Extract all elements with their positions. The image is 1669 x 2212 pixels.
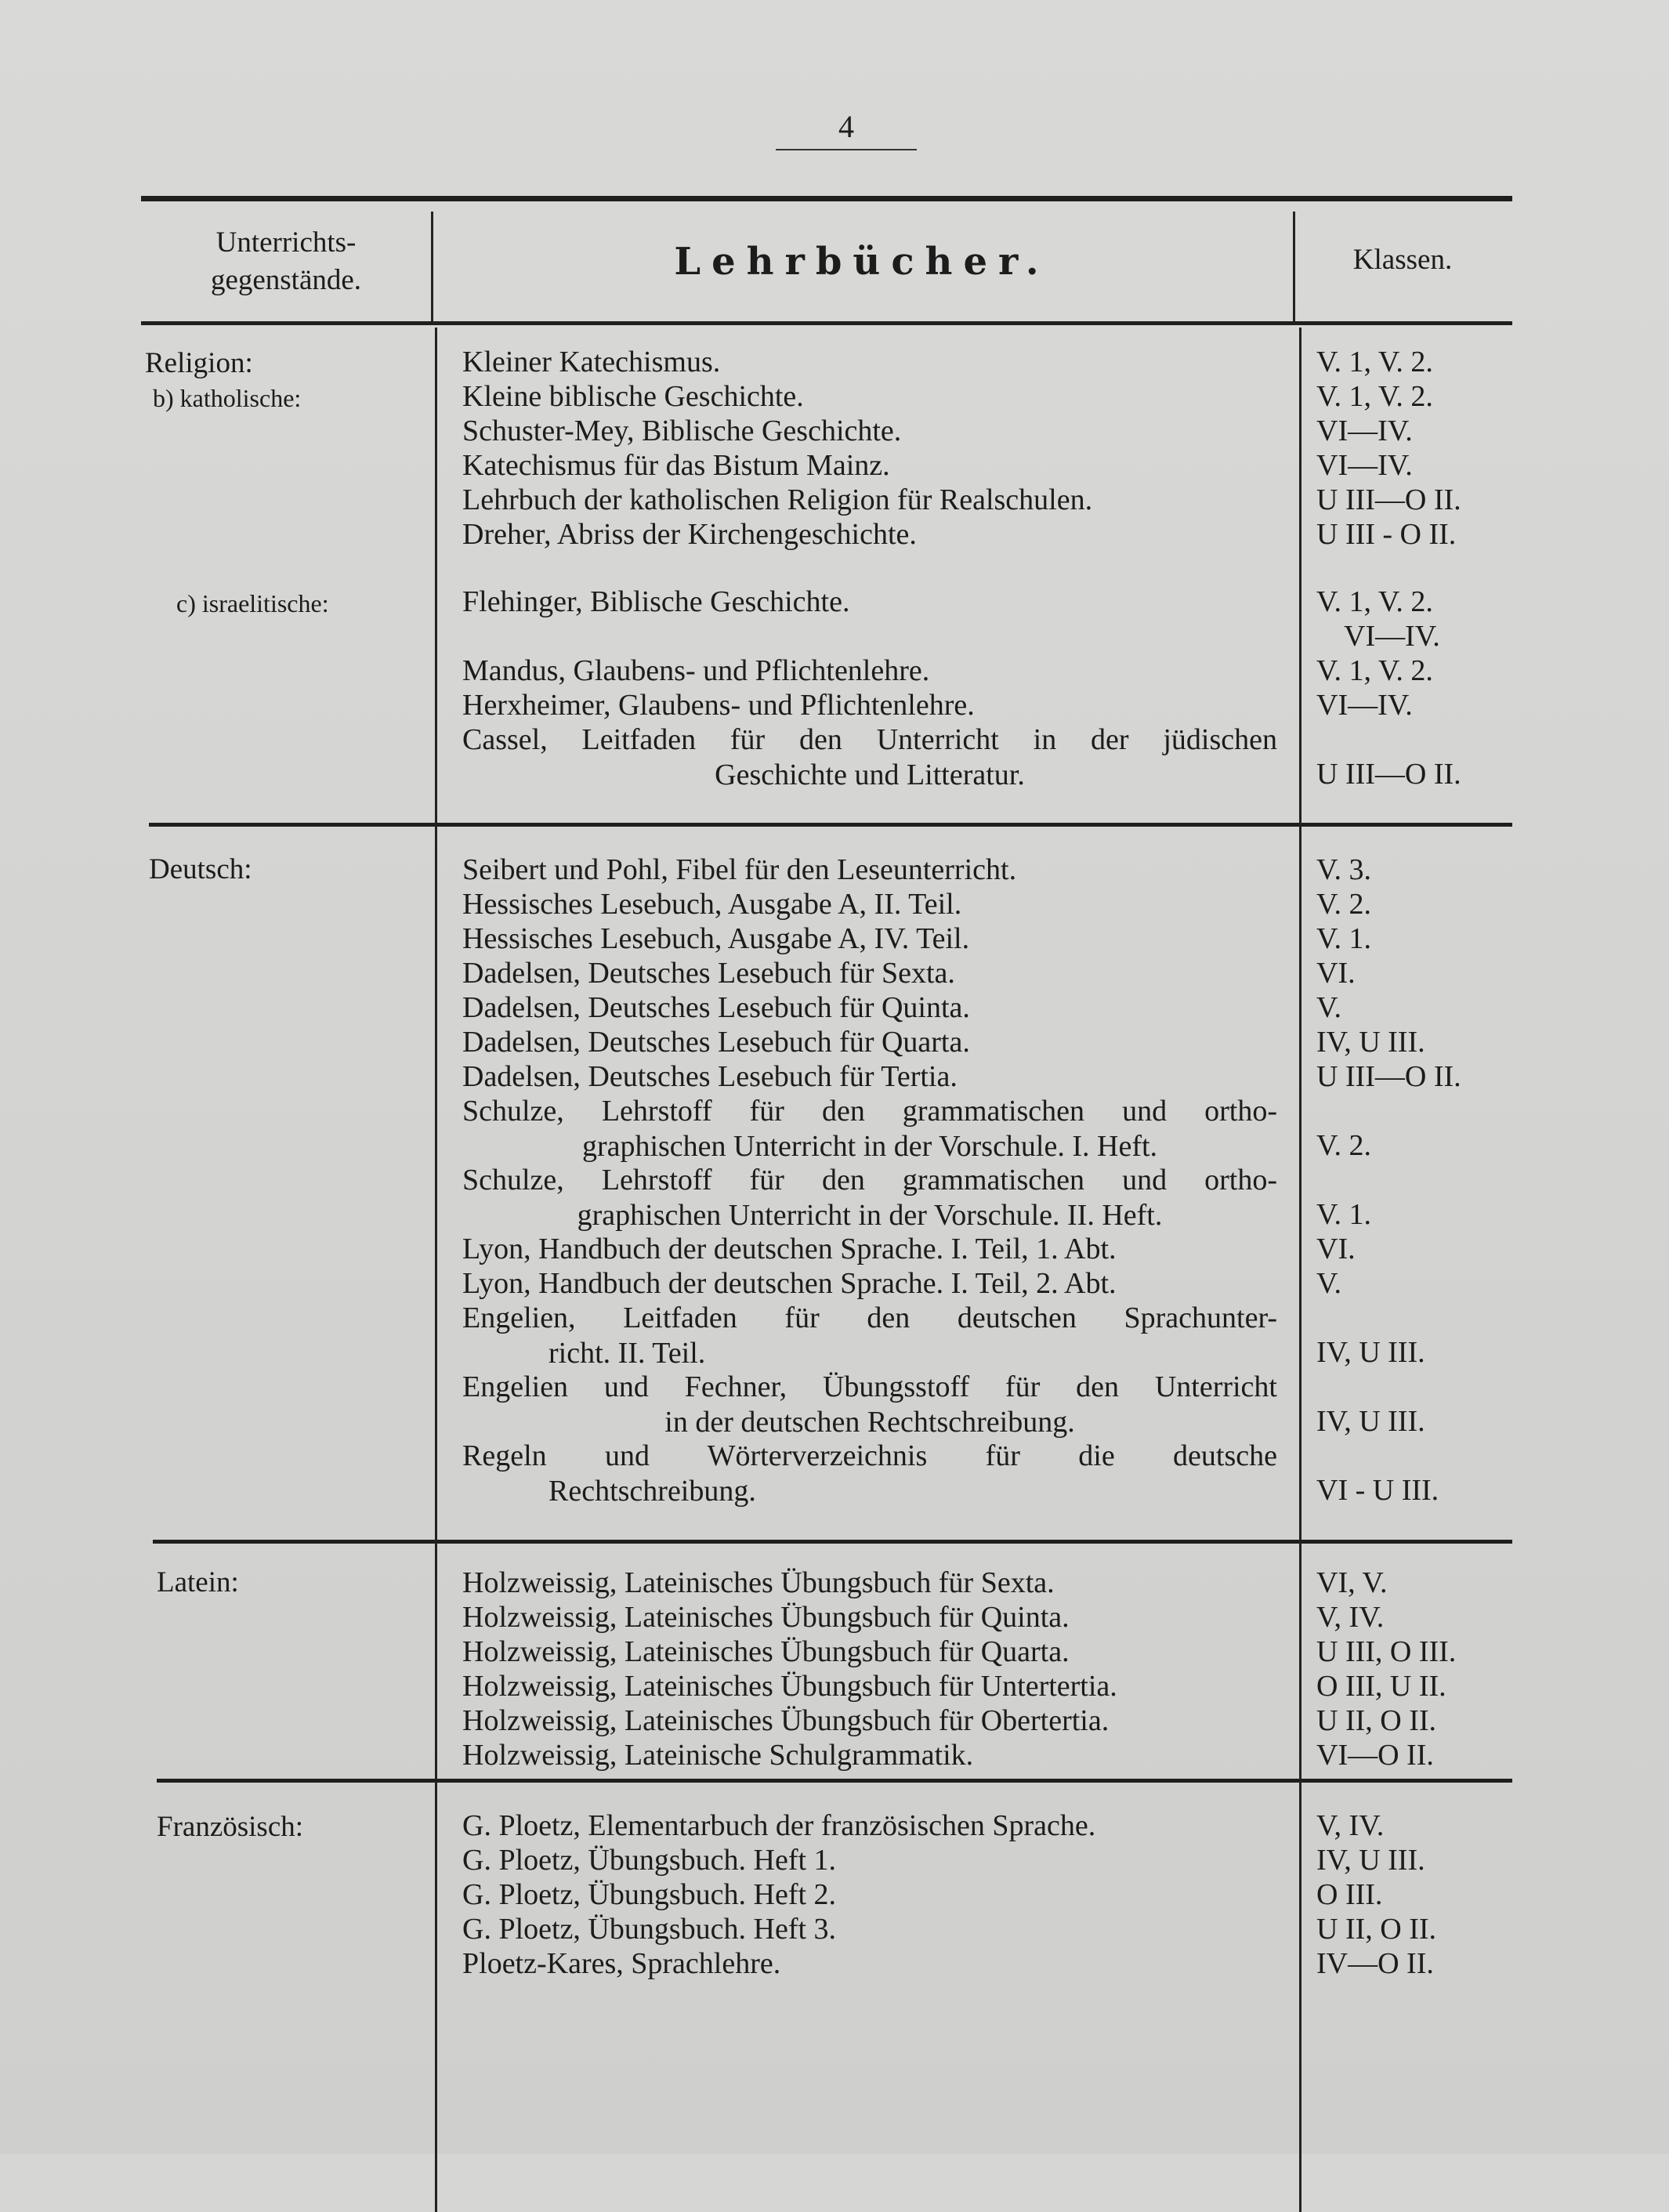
classes-cell: O III, U II. [1316, 1670, 1446, 1703]
book-row: Ploetz-Kares, Sprachlehre. [462, 1947, 781, 1980]
header-bottom-rule [141, 321, 1512, 325]
header-books: Lehrbücher. [674, 240, 1050, 284]
classes-cell: V. 1. [1316, 922, 1372, 955]
book-row: Schulze, Lehrstoff für den grammatischen und ortho- graphischen Unterricht in der Vorschule. II. Heft. [462, 1164, 1277, 1232]
book-row: G. Ploetz, Übungsbuch. Heft 3. [462, 1913, 837, 1946]
book-row: Cassel, Leitfaden für den Unterricht in der jüdischen Geschichte und Litteratur. [462, 723, 1277, 791]
classes-cell: V. 1. [1316, 1198, 1372, 1231]
classes-cell: VI—IV. [1316, 449, 1413, 482]
classes-cell: IV—O II. [1316, 1947, 1434, 1980]
book-row: Holzweissig, Lateinische Schulgrammatik. [462, 1739, 974, 1772]
book-row: Lehrbuch der katholischen Religion für Realschulen. [462, 483, 1093, 516]
book-row: G. Ploetz, Übungsbuch. Heft 2. [462, 1878, 837, 1911]
header-subjects-line2: gegenstände. [210, 264, 362, 296]
classes-cell: VI, V. [1316, 1566, 1388, 1599]
classes-cell: IV, U III. [1316, 1405, 1425, 1438]
column-divider-right [1299, 328, 1302, 2212]
book-row: Lyon, Handbuch der deutschen Sprache. I. Teil, 1. Abt. [462, 1233, 1117, 1265]
table-top-rule [141, 196, 1512, 201]
book-row: Dadelsen, Deutsches Lesebuch für Quinta. [462, 991, 970, 1024]
book-row: Kleine biblische Geschichte. [462, 380, 804, 413]
book-row: Dadelsen, Deutsches Lesebuch für Tertia. [462, 1060, 958, 1093]
classes-cell: U III—O II. [1316, 1060, 1461, 1093]
classes-cell: V, IV. [1316, 1601, 1385, 1634]
classes-cell: IV, U III. [1316, 1844, 1425, 1877]
classes-cell: V. 1, V. 2. [1316, 346, 1433, 378]
book-row: Schulze, Lehrstoff für den grammatischen und ortho- graphischen Unterricht in der Vorschule. I. Heft. [462, 1095, 1277, 1163]
book-row: Holzweissig, Lateinisches Übungsbuch für Quinta. [462, 1601, 1070, 1634]
classes-cell: V. [1316, 1267, 1342, 1300]
classes-cell: U II, O II. [1316, 1704, 1437, 1737]
classes-cell: U III—O II. [1316, 758, 1461, 791]
book-row: Herxheimer, Glaubens- und Pflichtenlehre. [462, 689, 975, 722]
rule-latein-franzoesisch [157, 1779, 1512, 1783]
page-number-rule [776, 149, 917, 150]
book-row: G. Ploetz, Elementarbuch der französischen Sprache. [462, 1809, 1096, 1842]
book-row: Schuster-Mey, Biblische Geschichte. [462, 415, 902, 447]
classes-cell: V. [1316, 991, 1342, 1024]
book-row: Flehinger, Biblische Geschichte. [462, 585, 850, 618]
classes-cell: V, IV. [1316, 1809, 1385, 1842]
subject-religion-israelitisch: c) israelitische: [176, 589, 329, 617]
book-row: Engelien und Fechner, Übungsstoff für den Unterricht in der deutschen Rechtschreibung. [462, 1370, 1277, 1439]
classes-cell: V. 3. [1316, 853, 1372, 886]
classes-cell: VI. [1316, 957, 1356, 990]
classes-cell: U III—O II. [1316, 483, 1461, 516]
classes-cell: VI - U III. [1316, 1474, 1439, 1507]
rule-religion-deutsch [149, 823, 1512, 827]
subject-franzoesisch: Französisch: [157, 1811, 304, 1843]
book-row: Holzweissig, Lateinisches Übungsbuch für Sexta. [462, 1566, 1055, 1599]
page-number-block [776, 108, 917, 145]
classes-cell: V. 1, V. 2. [1316, 585, 1433, 618]
textbook-table [141, 196, 1512, 2022]
subject-religion: Religion: [145, 347, 253, 379]
book-row: Katechismus für das Bistum Mainz. [462, 449, 890, 482]
classes-cell: V. 1, V. 2. [1316, 380, 1433, 413]
book-row: Hessisches Lesebuch, Ausgabe A, IV. Teil. [462, 922, 970, 955]
book-row: Hessisches Lesebuch, Ausgabe A, II. Teil. [462, 888, 962, 921]
classes-cell: VI—IV. [1316, 689, 1413, 722]
book-row: Holzweissig, Lateinisches Übungsbuch für Obertertia. [462, 1704, 1110, 1737]
header-subjects [141, 224, 431, 299]
classes-cell: U II, O II. [1316, 1913, 1437, 1946]
book-row: Kleiner Katechismus. [462, 346, 721, 378]
classes-cell: IV, U III. [1316, 1026, 1425, 1059]
subject-religion-katholisch: b) katholische: [153, 384, 302, 412]
rule-deutsch-latein [153, 1540, 1512, 1544]
classes-cell: O III. [1316, 1878, 1383, 1911]
book-row: Dadelsen, Deutsches Lesebuch für Quarta. [462, 1026, 970, 1059]
classes-cell: U III, O III. [1316, 1635, 1457, 1668]
book-row: Mandus, Glaubens- und Pflichtenlehre. [462, 654, 930, 687]
book-row: Seibert und Pohl, Fibel für den Leseunterricht. [462, 853, 1017, 886]
subject-deutsch: Deutsch: [149, 853, 252, 885]
classes-cell: VI—IV. [1316, 415, 1413, 447]
header-subjects-line1: Unterrichts- [215, 226, 357, 259]
classes-cell: V. 1, V. 2. [1316, 654, 1433, 687]
header-classes: Klassen. [1352, 244, 1453, 276]
book-row: Holzweissig, Lateinisches Übungsbuch für Untertertia. [462, 1670, 1117, 1703]
classes-cell: V. 2. [1316, 1129, 1372, 1162]
classes-cell: VI—IV. [1344, 620, 1440, 653]
book-row: Regeln und Wörterverzeichnis für die deutsche Rechtschreibung. [462, 1439, 1277, 1508]
page-number: 4 [838, 109, 854, 144]
classes-cell: U III - O II. [1316, 518, 1457, 551]
book-row: Engelien, Leitfaden für den deutschen Sprachunter- richt. II. Teil. [462, 1301, 1277, 1370]
book-row: Lyon, Handbuch der deutschen Sprache. I. Teil, 2. Abt. [462, 1267, 1117, 1300]
classes-cell: IV, U III. [1316, 1336, 1425, 1369]
classes-cell: VI. [1316, 1233, 1356, 1265]
subject-latein: Latein: [157, 1566, 239, 1598]
book-row: Dadelsen, Deutsches Lesebuch für Sexta. [462, 957, 955, 990]
classes-cell: VI—O II. [1316, 1739, 1434, 1772]
book-row: Dreher, Abriss der Kirchengeschichte. [462, 518, 917, 551]
book-row: Holzweissig, Lateinisches Übungsbuch für Quarta. [462, 1635, 1070, 1668]
book-row: G. Ploetz, Übungsbuch. Heft 1. [462, 1844, 837, 1877]
classes-cell: V. 2. [1316, 888, 1372, 921]
